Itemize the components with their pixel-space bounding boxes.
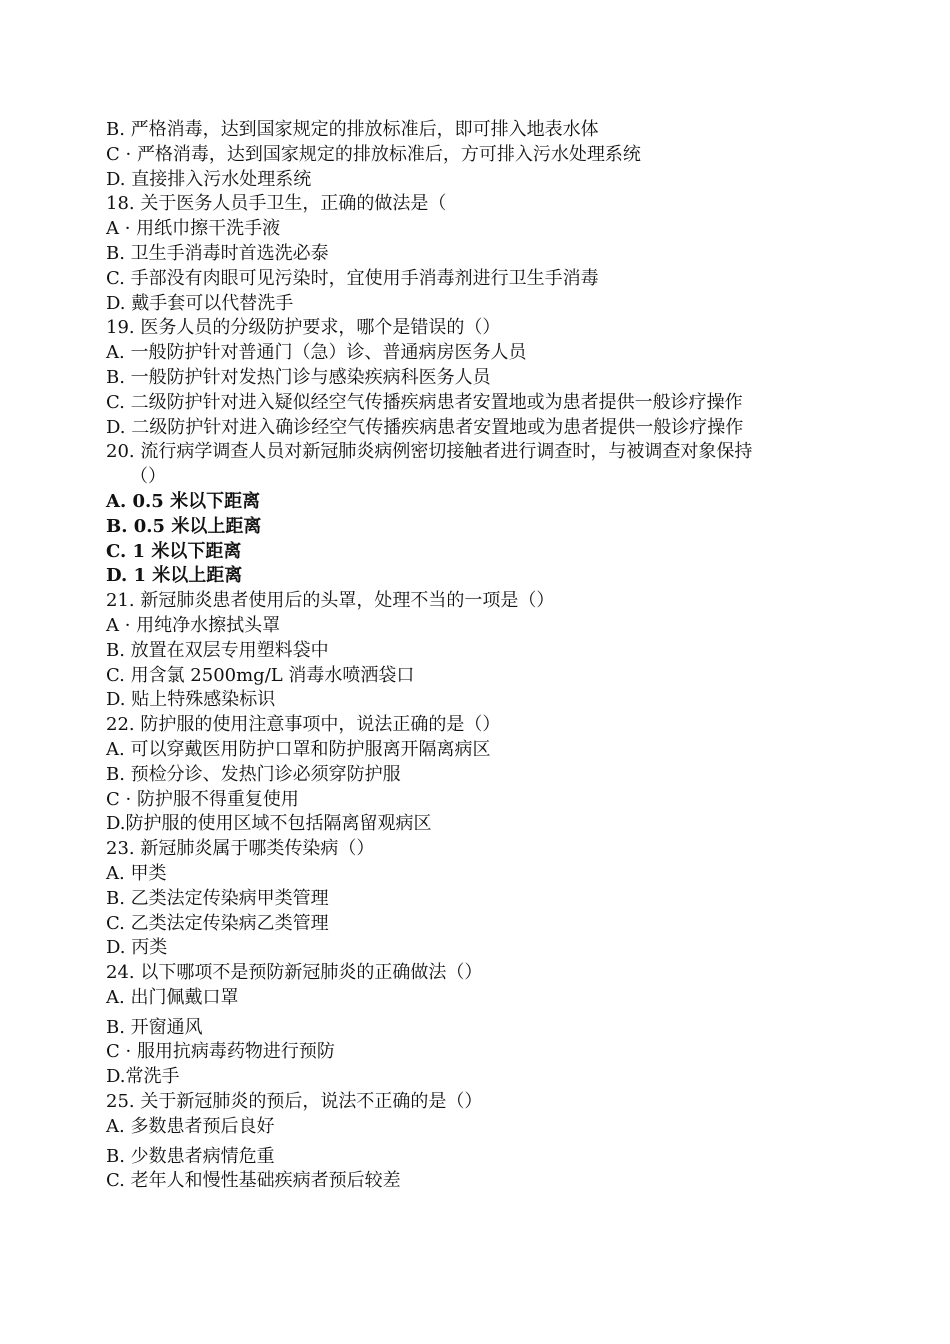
question-25: 25. 关于新冠肺炎的预后，说法不正确的是（） bbox=[106, 1091, 483, 1113]
option-line-b: B. 严格消毒，达到国家规定的排放标准后，即可排入地表水体 bbox=[106, 119, 599, 140]
question-list bbox=[106, 118, 846, 1194]
question-24: 24. 以下哪项不是预防新冠肺炎的正确做法（） bbox=[106, 962, 483, 984]
question-21-option-a: A · 用纯净水擦拭头罩 bbox=[106, 614, 281, 636]
question-23-option-d: D. 丙类 bbox=[106, 937, 168, 959]
question-18: 18. 关于医务人员手卫生，正确的做法是（ bbox=[106, 193, 447, 215]
question-21: 21. 新冠肺炎患者使用后的头罩，处理不当的一项是（） bbox=[106, 590, 555, 612]
question-23-option-a: A. 甲类 bbox=[106, 862, 167, 884]
question-20-continuation: （） bbox=[130, 466, 166, 488]
question-22-option-b: B. 预检分诊、发热门诊必须穿防护服 bbox=[106, 763, 401, 785]
question-22-option-d: D.防护服的使用区域不包括隔离留观病区 bbox=[106, 813, 432, 835]
question-22-option-a: A. 可以穿戴医用防护口罩和防护服离开隔离病区 bbox=[106, 738, 491, 760]
question-24-option-d: D.常洗手 bbox=[106, 1066, 180, 1088]
question-19-option-c: C. 二级防护针对进入疑似经空气传播疾病患者安置地或为患者提供一般诊疗操作 bbox=[106, 391, 743, 413]
question-20-option-a: A. 0.5 米以下距离 bbox=[106, 490, 261, 512]
question-25-option-a: A. 多数患者预后良好 bbox=[106, 1115, 275, 1137]
question-18-option-c: C. 手部没有肉眼可见污染时，宜使用手消毒剂进行卫生手消毒 bbox=[106, 267, 599, 289]
question-25-option-c: C. 老年人和慢性基础疾病者预后较差 bbox=[106, 1170, 401, 1192]
option-line-c: C · 严格消毒，达到国家规定的排放标准后，方可排入污水处理系统 bbox=[106, 143, 641, 165]
question-19-option-b: B. 一般防护针对发热门诊与感染疾病科医务人员 bbox=[106, 366, 491, 388]
question-23-option-b: B. 乙类法定传染病甲类管理 bbox=[106, 887, 329, 909]
question-21-option-c: C. 用含氯 2500mg/L 消毒水喷洒袋口 bbox=[106, 664, 415, 686]
question-20-option-d: D. 1 米以上距离 bbox=[106, 565, 243, 587]
question-20: 20. 流行病学调查人员对新冠肺炎病例密切接触者进行调查时，与被调查对象保持 bbox=[106, 441, 753, 463]
question-21-option-d: D. 贴上特殊感染标识 bbox=[106, 689, 276, 711]
question-25-option-b: B. 少数患者病情危重 bbox=[106, 1145, 275, 1167]
question-21-option-b: B. 放置在双层专用塑料袋中 bbox=[106, 639, 329, 661]
question-23: 23. 新冠肺炎属于哪类传染病（） bbox=[106, 838, 375, 860]
question-19: 19. 医务人员的分级防护要求，哪个是错误的（） bbox=[106, 317, 501, 339]
question-24-option-a: A. 出门佩戴口罩 bbox=[106, 986, 239, 1008]
question-19-option-a: A. 一般防护针对普通门（急）诊、普通病房医务人员 bbox=[106, 342, 527, 364]
question-24-option-b: B. 开窗通风 bbox=[106, 1016, 203, 1038]
question-23-option-c: C. 乙类法定传染病乙类管理 bbox=[106, 912, 329, 934]
question-24-option-c: C · 服用抗病毒药物进行预防 bbox=[106, 1041, 335, 1063]
question-18-option-d: D. 戴手套可以代替洗手 bbox=[106, 292, 294, 314]
question-20-option-c: C. 1 米以下距离 bbox=[106, 540, 242, 562]
option-line-d: D. 直接排入污水处理系统 bbox=[106, 168, 312, 190]
question-22-option-c: C · 防护服不得重复使用 bbox=[106, 788, 299, 810]
question-19-option-d: D. 二级防护针对进入确诊经空气传播疾病患者安置地或为患者提供一般诊疗操作 bbox=[106, 416, 744, 438]
question-18-option-b: B. 卫生手消毒时首选洗必泰 bbox=[106, 242, 329, 264]
question-18-option-a: A · 用纸巾擦干洗手液 bbox=[106, 218, 281, 240]
question-22: 22. 防护服的使用注意事项中，说法正确的是（） bbox=[106, 714, 501, 736]
question-20-option-b: B. 0.5 米以上距离 bbox=[106, 515, 262, 537]
